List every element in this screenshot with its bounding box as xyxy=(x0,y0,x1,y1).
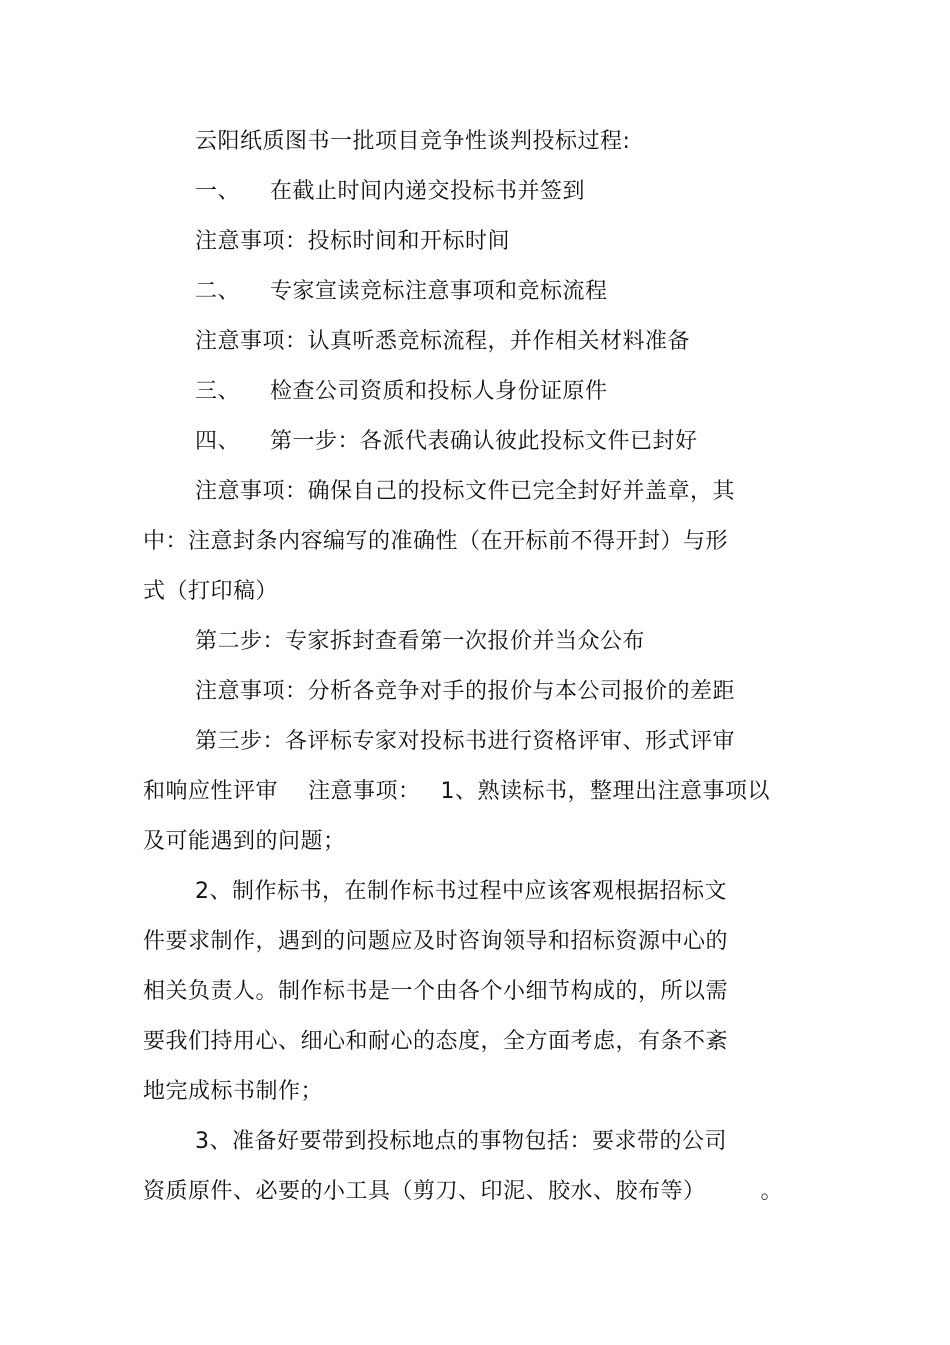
step-number: 三、 xyxy=(195,379,241,404)
step-number: 二、 xyxy=(195,279,241,304)
period-mark: 。 xyxy=(760,1179,784,1204)
sub-step-three-line xyxy=(143,777,770,807)
step-text: 专家宣读竞标注意事项和竞标流程 xyxy=(270,279,608,304)
note-four-line: 式（打印稿） xyxy=(143,579,279,604)
text-segment: 注意事项： xyxy=(308,779,421,804)
note-two: 注意事项：认真听悉竞标流程，并作相关材料准备 xyxy=(195,329,691,354)
item-two-line: 相关负责人。制作标书是一个由各个小细节构成的，所以需 xyxy=(143,979,729,1004)
text-segment: 和响应性评审 xyxy=(143,779,279,804)
step-number: 一、 xyxy=(195,179,241,204)
step-text: 第一步：各派代表确认彼此投标文件已封好 xyxy=(270,429,698,454)
document-title: 云阳纸质图书一批项目竞争性谈判投标过程: xyxy=(195,129,631,154)
item-three-line: 3、准备好要带到投标地点的事物包括：要求带的公司 xyxy=(195,1129,727,1154)
item-two-line: 件要求制作，遇到的问题应及时咨询领导和招标资源中心的 xyxy=(143,929,729,954)
note-four-line: 中：注意封条内容编写的准确性（在开标前不得开封）与形 xyxy=(143,529,729,554)
step-number: 四、 xyxy=(195,429,241,454)
step-text: 检查公司资质和投标人身份证原件 xyxy=(270,379,608,404)
sub-step-three-line: 及可能遇到的问题； xyxy=(143,829,346,854)
item-two-line: 要我们持用心、细心和耐心的态度，全方面考虑，有条不紊 xyxy=(143,1029,729,1054)
item-three-line xyxy=(143,1177,783,1207)
note-one: 注意事项：投标时间和开标时间 xyxy=(195,229,511,254)
text-segment: 1、熟读标书，整理出注意事项以 xyxy=(440,779,771,804)
sub-step-two: 第二步：专家拆封查看第一次报价并当众公布 xyxy=(195,629,646,654)
step-text: 在截止时间内递交投标书并签到 xyxy=(270,179,586,204)
sub-step-three: 第三步：各评标专家对投标书进行资格评审、形式评审 xyxy=(195,729,736,754)
text-segment: 资质原件、必要的小工具（剪刀、印泥、胶水、胶布等） xyxy=(143,1179,706,1204)
note-four-line: 注意事项：确保自己的投标文件已完全封好并盖章，其 xyxy=(195,479,736,504)
item-two-line: 2、制作标书，在制作标书过程中应该客观根据招标文 xyxy=(195,879,727,904)
note-five: 注意事项：分析各竞争对手的报价与本公司报价的差距 xyxy=(195,679,736,704)
item-two-line: 地完成标书制作； xyxy=(143,1079,324,1104)
step-one xyxy=(195,177,585,207)
step-three xyxy=(195,377,608,407)
step-four xyxy=(195,427,698,457)
step-two xyxy=(195,277,608,307)
